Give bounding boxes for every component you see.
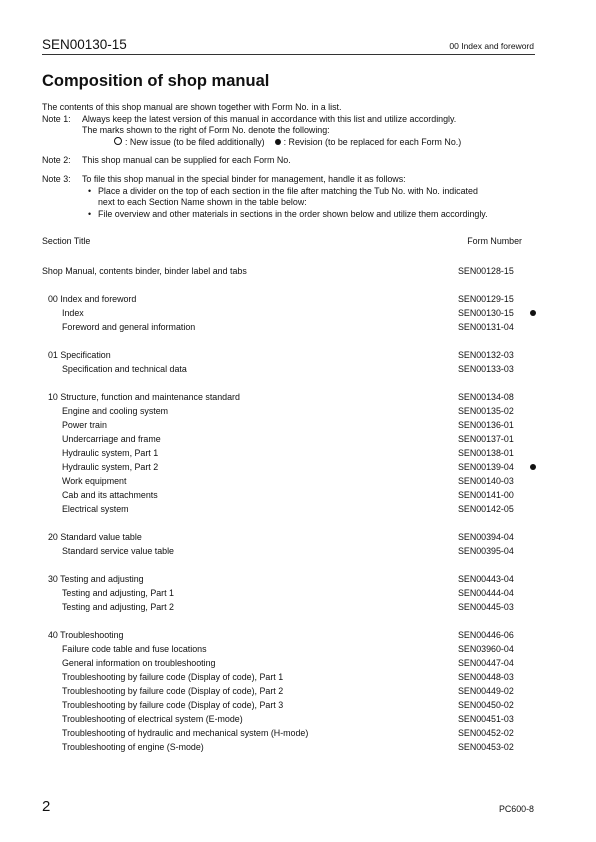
revision-dot-icon: [275, 139, 281, 145]
section-title: General information on troubleshooting: [62, 658, 216, 668]
form-number: SEN00394-04: [458, 532, 514, 542]
note-2-text: This shop manual can be supplied for each Form No.: [82, 155, 291, 166]
section-title: Troubleshooting of electrical system (E-mode): [62, 714, 243, 724]
bullet-icon: •: [88, 185, 92, 196]
bullet-2-text: File overview and other materials in sections in the order shown below and utilize them accordingly.: [98, 208, 488, 219]
intro-notes: [42, 102, 542, 220]
form-number: SEN00448-03: [458, 672, 514, 682]
section-title: Testing and adjusting, Part 1: [62, 588, 174, 598]
section-title: Standard service value table: [62, 546, 174, 556]
table-row: [42, 572, 542, 586]
revision-dot-icon: [530, 310, 536, 316]
table-row: [42, 292, 542, 306]
table-row: [42, 432, 542, 446]
section-title: Shop Manual, contents binder, binder label and tabs: [42, 266, 247, 276]
section-title: 40 Troubleshooting: [48, 630, 124, 640]
note-1-sub: The marks shown to the right of Form No. denote the following:: [82, 125, 330, 136]
form-number: SEN00453-02: [458, 742, 514, 752]
form-number: SEN00131-04: [458, 322, 514, 332]
section-name: 00 Index and foreword: [449, 41, 534, 51]
note-2-label: Note 2:: [42, 155, 71, 166]
section-title: Testing and adjusting, Part 2: [62, 602, 174, 612]
form-number: SEN00138-01: [458, 448, 514, 458]
note-1-label: Note 1:: [42, 113, 71, 124]
note-3: [42, 174, 542, 186]
group-spacer: [42, 516, 542, 530]
form-number: SEN03960-04: [458, 644, 514, 654]
form-number: SEN00142-05: [458, 504, 514, 514]
note-3-bullet-2: [42, 209, 542, 221]
revision-dot-icon: [530, 464, 536, 470]
bullet-icon: •: [88, 208, 92, 219]
bullet-1-cont-text: next to each Section Name shown in the table below:: [98, 197, 307, 208]
table-row: [42, 460, 542, 474]
section-title: Troubleshooting by failure code (Display of code), Part 3: [62, 700, 284, 710]
table-row: [42, 740, 542, 754]
group-spacer: [42, 278, 542, 292]
new-issue-circle-icon: [114, 137, 122, 145]
section-title: Troubleshooting by failure code (Display of code), Part 2: [62, 686, 284, 696]
machine-model: PC600-8: [498, 804, 534, 814]
table-row: [42, 530, 542, 544]
form-number: SEN00452-02: [458, 728, 514, 738]
table-header: [42, 236, 542, 250]
form-number: SEN00135-02: [458, 406, 514, 416]
form-number: SEN00137-01: [458, 434, 514, 444]
section-title: Engine and cooling system: [62, 406, 169, 416]
table-row: [42, 404, 542, 418]
form-number: SEN00129-15: [458, 294, 514, 304]
note-3-label: Note 3:: [42, 173, 71, 184]
legend-revision: : Revision (to be replaced for each Form No.): [283, 136, 462, 147]
section-title: Troubleshooting of engine (S-mode): [62, 742, 204, 752]
form-number: SEN00128-15: [458, 266, 514, 276]
table-row: [42, 488, 542, 502]
form-number: SEN00140-03: [458, 476, 514, 486]
group-spacer: [42, 376, 542, 390]
table-row: [42, 684, 542, 698]
form-number: SEN00445-03: [458, 602, 514, 612]
table-row: [42, 502, 542, 516]
table-row: [42, 670, 542, 684]
group-spacer: [42, 250, 542, 264]
table-row: [42, 418, 542, 432]
column-form-number: Form Number: [467, 236, 522, 246]
note-3-text: To file this shop manual in the special binder for management, handle it as follows:: [82, 173, 406, 184]
form-number: SEN00134-08: [458, 392, 514, 402]
section-title: 00 Index and foreword: [48, 294, 137, 304]
document-number: SEN00130-15: [42, 37, 127, 52]
table-row: [42, 390, 542, 404]
table-row: [42, 698, 542, 712]
column-section-title: Section Title: [42, 236, 91, 246]
note-2: [42, 155, 542, 167]
table-row: [42, 474, 542, 488]
section-title: Failure code table and fuse locations: [62, 644, 207, 654]
form-number: SEN00450-02: [458, 700, 514, 710]
section-title: Hydraulic system, Part 1: [62, 448, 159, 458]
section-title: Undercarriage and frame: [62, 434, 161, 444]
bullet-1-text: Place a divider on the top of each section in the file after matching the Tub No. with No. indicated: [98, 185, 478, 196]
section-title: Hydraulic system, Part 2: [62, 462, 159, 472]
table-body: [42, 250, 542, 754]
table-row: [42, 656, 542, 670]
page-title: Composition of shop manual: [42, 72, 270, 90]
form-number: SEN00449-02: [458, 686, 514, 696]
legend-new-issue: : New issue (to be filed additionally): [125, 136, 265, 147]
header-rule: [42, 54, 535, 55]
table-row: [42, 712, 542, 726]
form-number: SEN00447-04: [458, 658, 514, 668]
section-title: Index: [62, 308, 84, 318]
section-title: 10 Structure, function and maintenance standard: [48, 392, 240, 402]
intro-line: The contents of this shop manual are shown together with Form No. in a list.: [42, 102, 342, 112]
group-spacer: [42, 558, 542, 572]
note-1: [42, 114, 542, 126]
section-title: 20 Standard value table: [48, 532, 142, 542]
table-row: [42, 446, 542, 460]
form-number: SEN00132-03: [458, 350, 514, 360]
section-title: Cab and its attachments: [62, 490, 158, 500]
form-number: SEN00130-15: [458, 308, 514, 318]
table-row: [42, 642, 542, 656]
group-spacer: [42, 614, 542, 628]
table-row: [42, 264, 542, 278]
form-number: SEN00444-04: [458, 588, 514, 598]
form-number: SEN00133-03: [458, 364, 514, 374]
section-title: 30 Testing and adjusting: [48, 574, 144, 584]
section-title: Power train: [62, 420, 107, 430]
form-number-table: [42, 236, 542, 754]
section-title: Troubleshooting by failure code (Display of code), Part 1: [62, 672, 284, 682]
form-number: SEN00141-00: [458, 490, 514, 500]
table-row: [42, 600, 542, 614]
section-title: 01 Specification: [48, 350, 111, 360]
form-number: SEN00443-04: [458, 574, 514, 584]
table-row: [42, 320, 542, 334]
table-row: [42, 586, 542, 600]
section-title: Foreword and general information: [62, 322, 196, 332]
form-number: SEN00136-01: [458, 420, 514, 430]
form-number: SEN00395-04: [458, 546, 514, 556]
page-number: 2: [42, 798, 51, 815]
section-title: Specification and technical data: [62, 364, 187, 374]
table-row: [42, 628, 542, 642]
section-title: Work equipment: [62, 476, 127, 486]
group-spacer: [42, 334, 542, 348]
form-number: SEN00446-06: [458, 630, 514, 640]
note-3-bullet-1: [42, 186, 542, 198]
section-title: Electrical system: [62, 504, 129, 514]
form-number: SEN00139-04: [458, 462, 514, 472]
note-3-bullet-1-cont: [42, 197, 542, 209]
mark-legend: [42, 137, 542, 149]
table-row: [42, 726, 542, 740]
table-row: [42, 544, 542, 558]
note-1-text: Always keep the latest version of this manual in accordance with this list and utilize accordingly.: [82, 113, 457, 124]
section-title: Troubleshooting of hydraulic and mechanical system (H-mode): [62, 728, 309, 738]
form-number: SEN00451-03: [458, 714, 514, 724]
table-row: [42, 306, 542, 320]
table-row: [42, 348, 542, 362]
table-row: [42, 362, 542, 376]
